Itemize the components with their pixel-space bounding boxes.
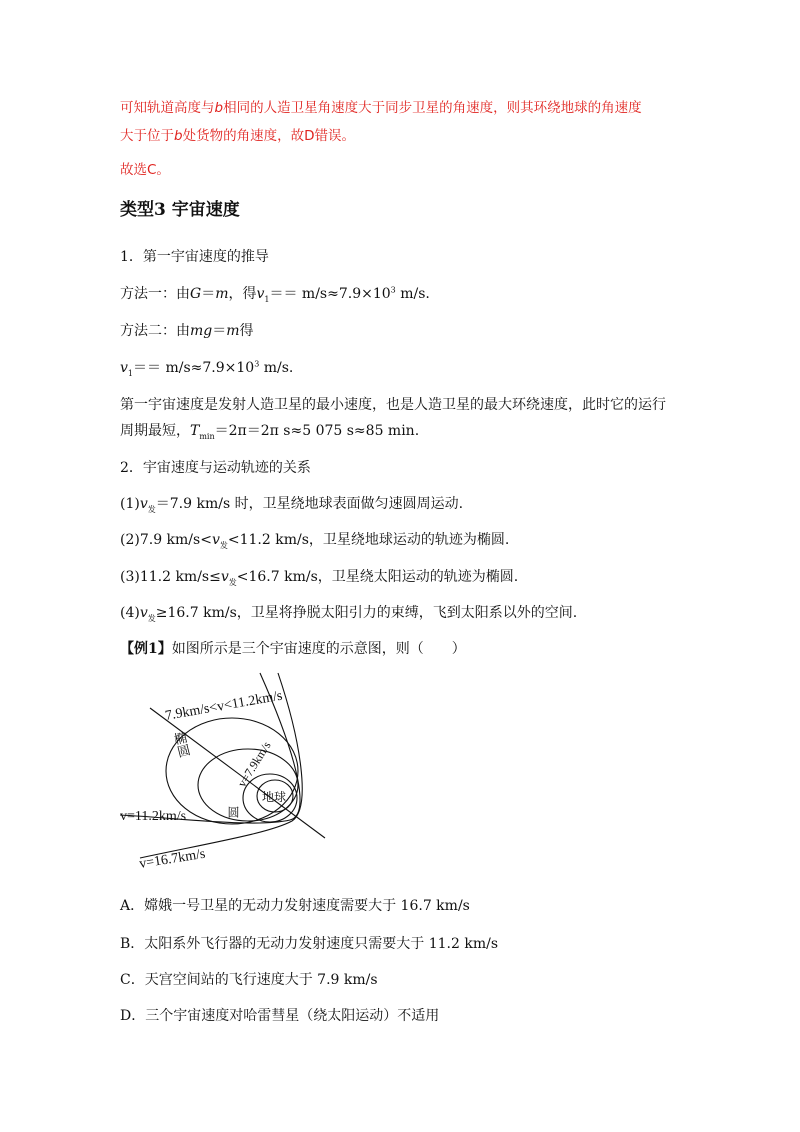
label-circle: 圆: [226, 806, 240, 818]
variable-mg: mg: [190, 323, 213, 339]
subscript: min: [199, 431, 215, 441]
text: ≥16.7 km/s，卫星将挣脱太阳引力的束缚，飞到太阳系以外的空间.: [155, 605, 578, 621]
part2-heading: 2．宇宙速度与运动轨迹的关系: [120, 460, 311, 476]
subscript: 发: [147, 613, 156, 623]
variable-t: T: [190, 423, 200, 439]
item-2: [120, 531, 509, 549]
text: ，得: [228, 286, 257, 302]
section-title: 类型3 宇宙速度: [120, 200, 240, 220]
figure-svg: [120, 668, 330, 873]
text: 得: [239, 323, 254, 339]
option-b[interactable]: B．太阳系外飞行器的无动力发射速度只需要大于 11.2 km/s: [120, 936, 499, 952]
text: 方法一：由: [120, 286, 190, 302]
solution-line-1: [120, 99, 642, 117]
label-v-11-2: v=11.2km/s: [120, 809, 187, 824]
solution-text: 可知轨道高度与: [120, 100, 215, 116]
text: ＝7.9 km/s 时，卫星绕地球表面做匀速圆周运动.: [155, 496, 464, 512]
variable-v: v: [220, 569, 229, 585]
example-label: 【例1】: [120, 641, 172, 657]
text: m/s.: [395, 286, 430, 302]
label-ellipse: 椭圆: [170, 730, 192, 760]
text: 周期最短，: [120, 423, 190, 439]
text: ＝: [212, 323, 227, 339]
text: (2)7.9 km/s<: [120, 532, 212, 548]
subscript: 发: [228, 577, 237, 587]
solution-line-2: [120, 127, 355, 145]
method-one: [120, 285, 430, 303]
variable-v: v: [139, 496, 148, 512]
subscript: 发: [219, 540, 228, 550]
subscript: 1: [264, 294, 270, 304]
option-a[interactable]: A．嫦娥一号卫星的无动力发射速度需要大于 16.7 km/s: [120, 898, 470, 914]
text: ＝2π＝2π s≈5 075 s≈85 min.: [214, 423, 420, 439]
variable-g: G: [190, 286, 202, 302]
variable-b: b: [214, 100, 224, 116]
paragraph-line-1: 第一宇宙速度是发射人造卫星的最小速度，也是人造卫星的最大环绕速度，此时它的运行: [120, 397, 666, 413]
item-4: [120, 604, 577, 622]
method-two: [120, 322, 254, 340]
option-d[interactable]: D．三个宇宙速度对哈雷彗星（绕太阳运动）不适用: [120, 1008, 440, 1024]
solution-text: 相同的人造卫星角速度大于同步卫星的角速度，则其环绕地球的角速度: [223, 100, 642, 116]
variable-m: m: [215, 286, 229, 302]
text: m/s.: [259, 360, 294, 376]
question-text: 如图所示是三个宇宙速度的示意图，则（ ）: [171, 641, 466, 657]
item-1: [120, 495, 463, 513]
variable-m: m: [226, 323, 240, 339]
label-earth: 地球: [262, 790, 287, 804]
text: (3)11.2 km/s≤: [120, 569, 221, 585]
superscript: 3: [390, 285, 396, 295]
solution-answer: 故选C。: [120, 162, 170, 178]
variable-b: b: [174, 128, 183, 144]
label-v-16-7: v=16.7km/s: [138, 846, 207, 872]
text: ＝＝ m/s≈7.9×10: [269, 286, 391, 302]
text: <16.7 km/s，卫星绕太阳运动的轨迹为椭圆.: [236, 569, 519, 585]
variable-v: v: [211, 532, 220, 548]
cosmic-velocity-figure: [120, 668, 330, 873]
superscript: 3: [254, 359, 260, 369]
option-c[interactable]: C．天宫空间站的飞行速度大于 7.9 km/s: [120, 972, 378, 988]
text: (1): [120, 496, 140, 512]
solution-text: 大于位于: [120, 128, 174, 144]
paragraph-line-2: [120, 422, 419, 440]
subscript: 1: [127, 368, 134, 378]
text: (4): [120, 605, 140, 621]
label-v-7-9: v=7.9km/s: [234, 738, 274, 790]
solution-text: 处货物的角速度，故D错误。: [182, 128, 355, 144]
method-two-result: [120, 359, 293, 377]
variable-v: v: [120, 360, 128, 376]
variable-v: v: [139, 605, 148, 621]
label-ellipse-range: 7.9km/s<v<11.2km/s: [164, 688, 284, 724]
item-3: [120, 568, 518, 586]
variable-v: v: [256, 286, 265, 302]
example-question: [120, 640, 466, 658]
text: ＝＝ m/s≈7.9×10: [133, 360, 255, 376]
text: 方法二：由: [120, 323, 190, 339]
part1-heading: 1．第一宇宙速度的推导: [120, 249, 269, 265]
text: <11.2 km/s，卫星绕地球运动的轨迹为椭圆.: [227, 532, 510, 548]
subscript: 发: [147, 504, 156, 514]
text: ＝: [201, 286, 216, 302]
